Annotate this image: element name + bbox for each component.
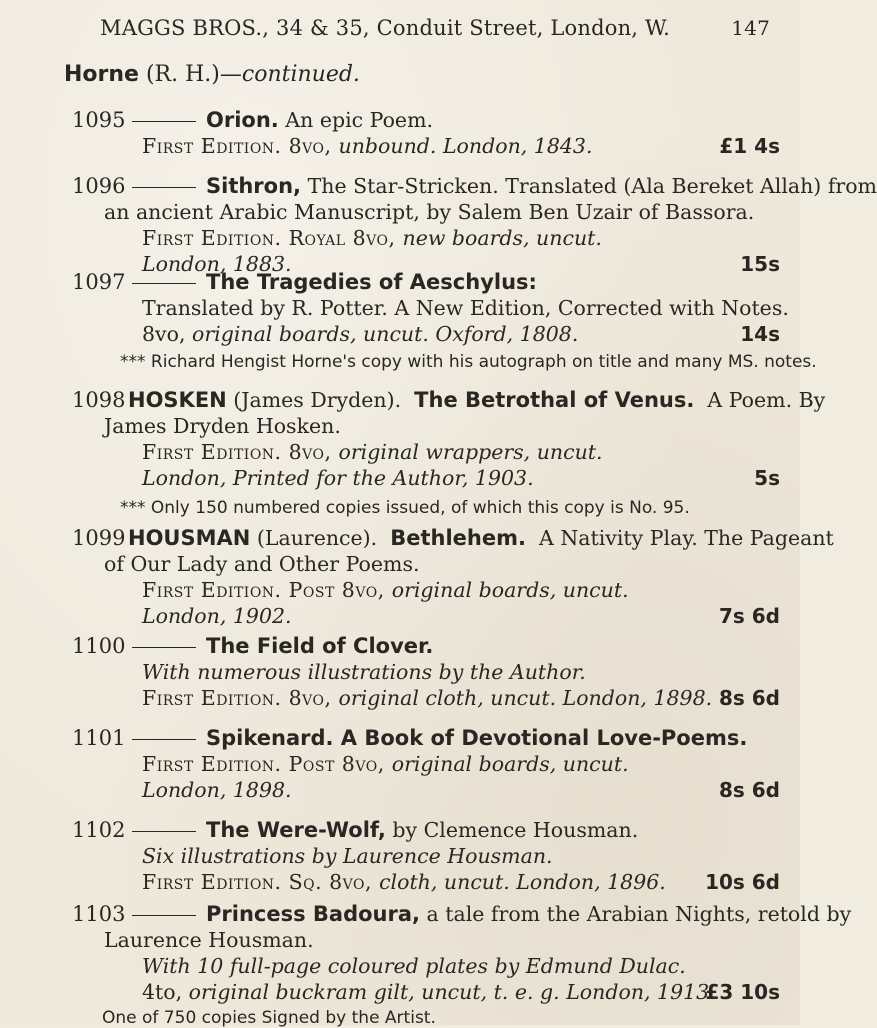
- entry-line-2: Translated by R. Potter. A New Edition, Corrected with Notes.: [142, 296, 789, 320]
- author-continued: continued.: [241, 62, 360, 87]
- edition-text: First Edition. Sq. 8vo,: [142, 870, 380, 894]
- edition-text: First Edition. Post 8vo,: [142, 578, 392, 602]
- entry-title: Spikenard. A Book of Devotional Love-Poems.: [206, 726, 748, 750]
- binding-text: original boards, uncut. Oxford, 1808.: [192, 322, 579, 346]
- entry-line-1: [122, 174, 877, 198]
- entry-line-3: [142, 226, 602, 250]
- entry-line-3: London, 1898.: [142, 778, 292, 802]
- entry-line-4: [142, 980, 716, 1004]
- entry-price: £3 10s: [705, 980, 780, 1004]
- entry-title: The Betrothal of Venus.: [414, 388, 695, 412]
- entry-number: 1101: [72, 726, 126, 750]
- entry-subtitle: A Poem. By: [707, 388, 826, 412]
- entry-author-names: (James Dryden).: [233, 388, 402, 412]
- entry-line-3: [142, 870, 666, 894]
- entry-author: HOUSMAN: [128, 526, 251, 550]
- entry-price: 14s: [740, 322, 780, 346]
- entry-line-2: Laurence Housman.: [104, 928, 314, 952]
- entry-line-4: London, Printed for the Author, 1903.: [142, 466, 534, 490]
- entry-line-1: [122, 634, 433, 658]
- binding-text: unbound. London, 1843.: [338, 134, 593, 158]
- entry-price: 10s 6d: [705, 870, 780, 894]
- entry-line-3: With 10 full-page coloured plates by Edmund Dulac.: [142, 954, 686, 978]
- ditto-dash: [132, 739, 196, 740]
- ditto-dash: [132, 831, 196, 832]
- entry-title: The Field of Clover.: [206, 634, 434, 658]
- entry-line-3: [142, 686, 712, 710]
- entry-subtitle: An epic Poem.: [285, 108, 434, 132]
- entry-line-4: London, 1902.: [142, 604, 292, 628]
- entry-line-2: [142, 752, 629, 776]
- entry-number: 1097: [72, 270, 126, 294]
- binding-text: original cloth, uncut. London, 1898.: [338, 686, 713, 710]
- entry-subtitle: A Nativity Play. The Pageant: [539, 526, 834, 550]
- entry-price: 8s 6d: [718, 778, 780, 802]
- author-name: Horne: [64, 62, 139, 87]
- ditto-dash: [132, 915, 196, 916]
- entry-number: 1103: [72, 902, 126, 926]
- entry-price: 5s: [754, 466, 780, 490]
- ditto-dash: [132, 647, 196, 648]
- entry-title: Bethlehem.: [390, 526, 526, 550]
- entry-author-names: (Laurence).: [256, 526, 378, 550]
- entry-note: *** Only 150 numbered copies issued, of which this copy is No. 95.: [120, 498, 690, 518]
- entry-title: The Tragedies of Aeschylus:: [206, 270, 537, 294]
- entry-author: HOSKEN: [128, 388, 227, 412]
- entry-subtitle: The Star-Stricken. Translated (Ala Bereket Allah) from: [307, 174, 877, 198]
- entry-line-2: of Our Lady and Other Poems.: [104, 552, 420, 576]
- entry-price: £1 4s: [719, 134, 780, 158]
- entry-line-1: [122, 902, 851, 926]
- entry-line-1: [122, 270, 537, 294]
- entry-title: Orion.: [206, 108, 279, 132]
- entry-line-2: [142, 134, 593, 158]
- entry-line-1: [128, 526, 834, 550]
- page-number: 147: [731, 16, 770, 40]
- entry-subtitle: a tale from the Arabian Nights, retold by: [426, 902, 852, 926]
- header-title: MAGGS BROS., 34 & 35, Conduit Street, London, W.: [100, 16, 671, 40]
- entry-number: 1099: [72, 526, 126, 550]
- entry-title: Sithron,: [206, 174, 302, 198]
- entry-number: 1095: [72, 108, 126, 132]
- ditto-dash: [132, 121, 196, 122]
- binding-text: cloth, uncut. London, 1896.: [379, 870, 666, 894]
- entry-price: 7s 6d: [718, 604, 780, 628]
- entry-line-2: an ancient Arabic Manuscript, by Salem Ben Uzair of Bassora.: [104, 200, 755, 224]
- entry-line-1: [122, 726, 747, 750]
- ditto-dash: [132, 187, 196, 188]
- binding-text: original boards, uncut.: [391, 752, 629, 776]
- format-text: 4to,: [142, 980, 189, 1004]
- format-text: 8vo,: [142, 322, 192, 346]
- binding-text: original wrappers, uncut.: [338, 440, 603, 464]
- author-heading: [64, 62, 360, 87]
- entry-line-2: James Dryden Hosken.: [104, 414, 341, 438]
- entry-number: 1102: [72, 818, 126, 842]
- edition-text: First Edition. 8vo,: [142, 686, 339, 710]
- entry-line-1: [122, 108, 433, 132]
- entry-note: *** Richard Hengist Horne's copy with his autograph on title and many MS. notes.: [120, 352, 817, 372]
- binding-text: new boards, uncut.: [402, 226, 602, 250]
- binding-text: original buckram gilt, uncut, t. e. g. London, 1913.: [188, 980, 716, 1004]
- entry-line-3: [142, 440, 603, 464]
- entry-number: 1098: [72, 388, 126, 412]
- edition-text: First Edition. Post 8vo,: [142, 752, 392, 776]
- edition-text: First Edition. Royal 8vo,: [142, 226, 403, 250]
- entry-price: 8s 6d: [718, 686, 780, 710]
- entry-line-2: With numerous illustrations by the Author.: [142, 660, 586, 684]
- entry-line-3: [142, 578, 629, 602]
- entry-line-1: [128, 388, 825, 412]
- entry-number: 1096: [72, 174, 126, 198]
- entry-title: The Were-Wolf,: [206, 818, 386, 842]
- entry-subtitle: by Clemence Housman.: [392, 818, 639, 842]
- binding-text: original boards, uncut.: [391, 578, 629, 602]
- entry-title: Princess Badoura,: [206, 902, 420, 926]
- entry-line-1: [122, 818, 638, 842]
- entry-line-2: Six illustrations by Laurence Housman.: [142, 844, 553, 868]
- author-initials: (R. H.)—: [145, 62, 242, 87]
- entry-price: 15s: [740, 252, 780, 276]
- ditto-dash: [132, 283, 196, 284]
- entry-line-4: London, 1883.: [142, 252, 292, 276]
- edition-text: First Edition. 8vo,: [142, 440, 339, 464]
- entry-line-3: [142, 322, 578, 346]
- entry-number: 1100: [72, 634, 126, 658]
- edition-text: First Edition. 8vo,: [142, 134, 339, 158]
- entry-note: One of 750 copies Signed by the Artist.: [102, 1008, 436, 1028]
